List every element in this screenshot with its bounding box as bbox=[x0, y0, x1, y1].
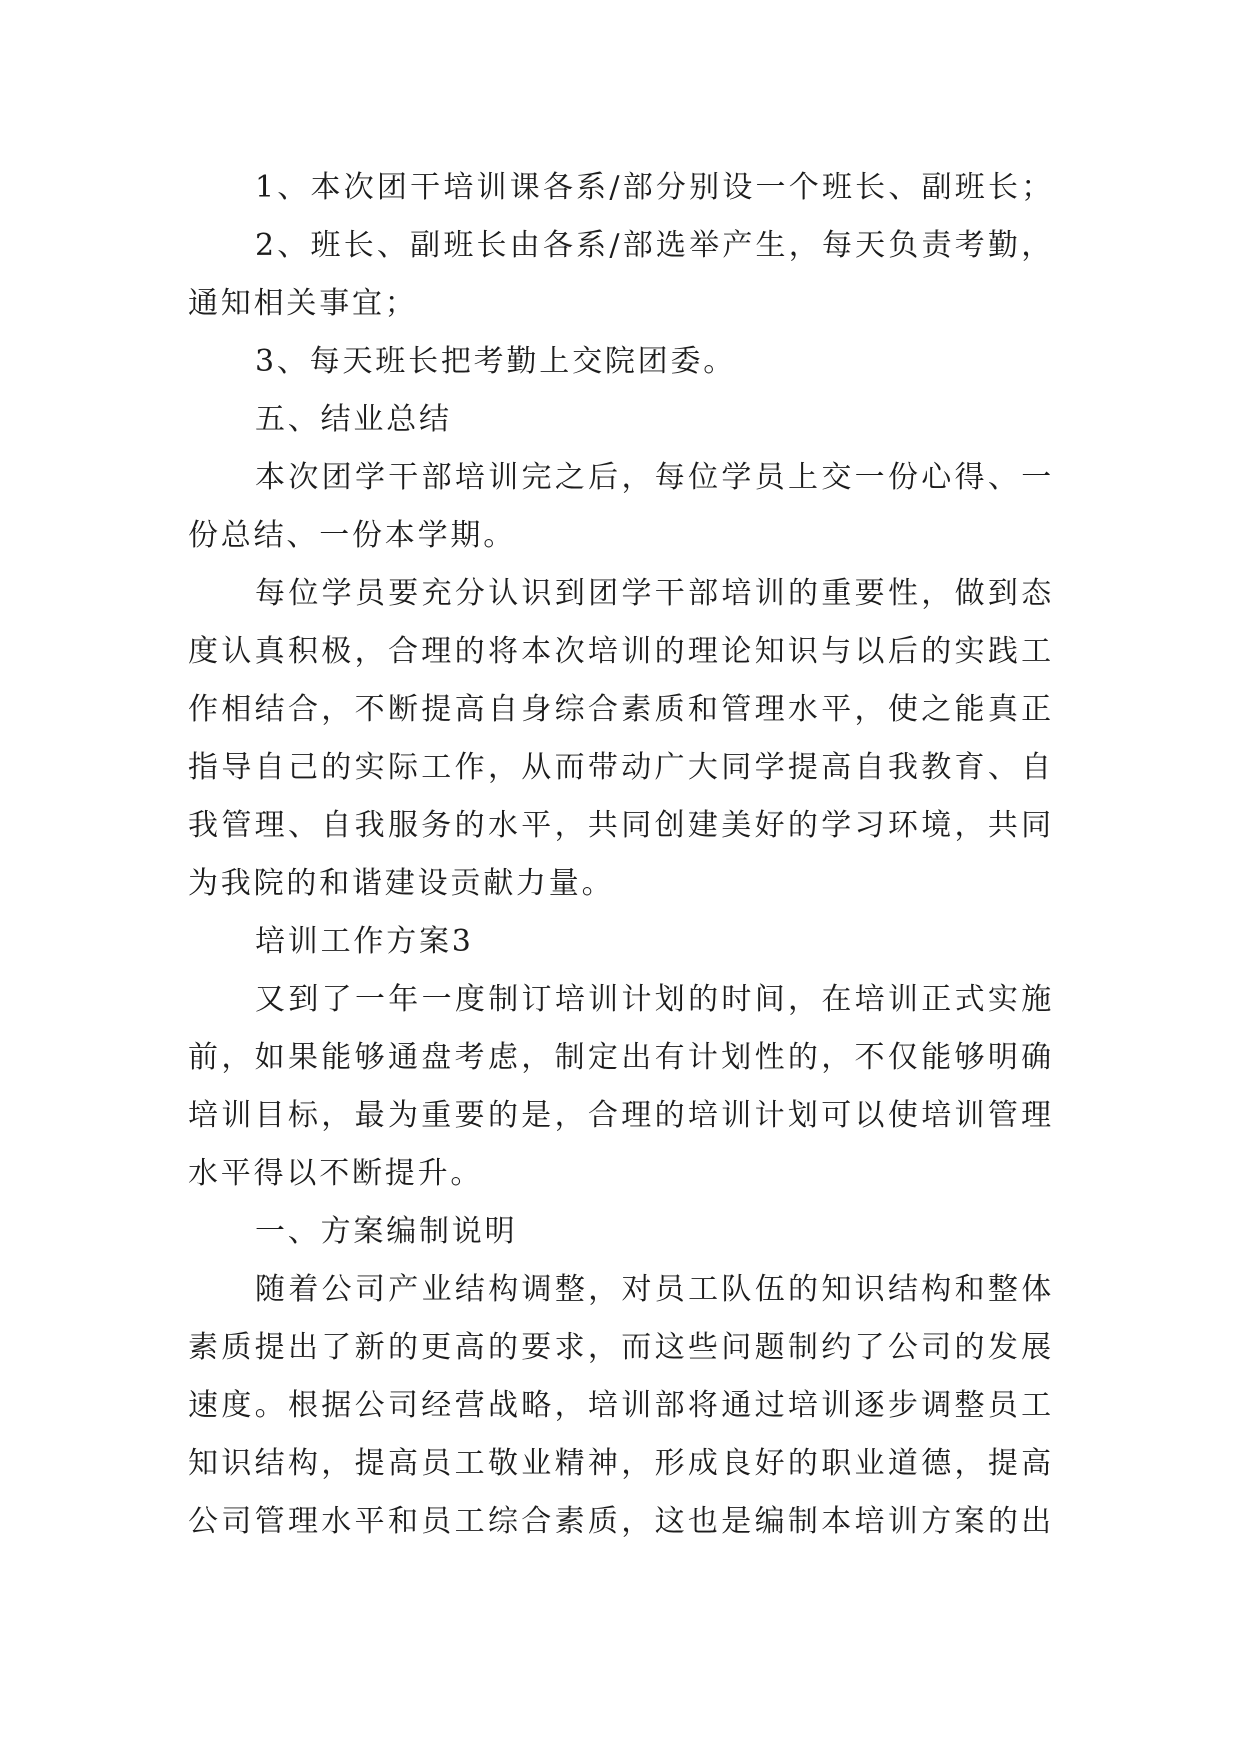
text-line: 份总结、一份本学期。 bbox=[188, 518, 516, 553]
text-line: 为我院的和谐建设贡献力量。 bbox=[188, 866, 615, 901]
text-line: 每位学员要充分认识到团学干部培训的重要性，做到态 bbox=[255, 576, 1054, 611]
paragraph bbox=[188, 159, 1054, 217]
section-heading bbox=[188, 391, 1054, 449]
document-page bbox=[188, 159, 1054, 1551]
paragraph bbox=[188, 1261, 1054, 1551]
section-heading-text: 培训工作方案3 bbox=[255, 924, 474, 959]
paragraph bbox=[188, 217, 1054, 333]
text-line: 素质提出了新的更高的要求，而这些问题制约了公司的发展 bbox=[188, 1330, 1054, 1365]
text-line: 2、班长、副班长由各系/部选举产生，每天负责考勤， bbox=[255, 228, 1054, 263]
text-line: 公司管理水平和员工综合素质，这也是编制本培训方案的出 bbox=[188, 1504, 1054, 1539]
text-line: 水平得以不断提升。 bbox=[188, 1156, 484, 1191]
text-line: 指导自己的实际工作，从而带动广大同学提高自我教育、自 bbox=[188, 750, 1054, 785]
section-heading bbox=[188, 913, 1054, 971]
paragraph bbox=[188, 449, 1054, 565]
text-line: 又到了一年一度制订培训计划的时间，在培训正式实施 bbox=[255, 982, 1054, 1017]
text-line: 通知相关事宜； bbox=[188, 286, 418, 321]
text-line: 知识结构，提高员工敬业精神，形成良好的职业道德，提高 bbox=[188, 1446, 1054, 1481]
text-line: 1、本次团干培训课各系/部分别设一个班长、副班长； bbox=[255, 170, 1054, 205]
text-line: 我管理、自我服务的水平，共同创建美好的学习环境，共同 bbox=[188, 808, 1054, 843]
section-heading-text: 一、方案编制说明 bbox=[255, 1214, 518, 1249]
text-line: 培训目标，最为重要的是，合理的培训计划可以使培训管理 bbox=[188, 1098, 1054, 1133]
text-line: 随着公司产业结构调整，对员工队伍的知识结构和整体 bbox=[255, 1272, 1054, 1307]
paragraph bbox=[188, 333, 1054, 391]
text-line: 前，如果能够通盘考虑，制定出有计划性的，不仅能够明确 bbox=[188, 1040, 1054, 1075]
text-line: 本次团学干部培训完之后，每位学员上交一份心得、一 bbox=[255, 460, 1054, 495]
text-line: 速度。根据公司经营战略，培训部将通过培训逐步调整员工 bbox=[188, 1388, 1054, 1423]
text-line: 3、每天班长把考勤上交院团委。 bbox=[255, 344, 737, 379]
text-line: 作相结合，不断提高自身综合素质和管理水平，使之能真正 bbox=[188, 692, 1054, 727]
section-heading bbox=[188, 1203, 1054, 1261]
paragraph bbox=[188, 971, 1054, 1203]
section-heading-text: 五、结业总结 bbox=[255, 402, 452, 437]
text-line: 度认真积极，合理的将本次培训的理论知识与以后的实践工 bbox=[188, 634, 1054, 669]
paragraph bbox=[188, 565, 1054, 913]
